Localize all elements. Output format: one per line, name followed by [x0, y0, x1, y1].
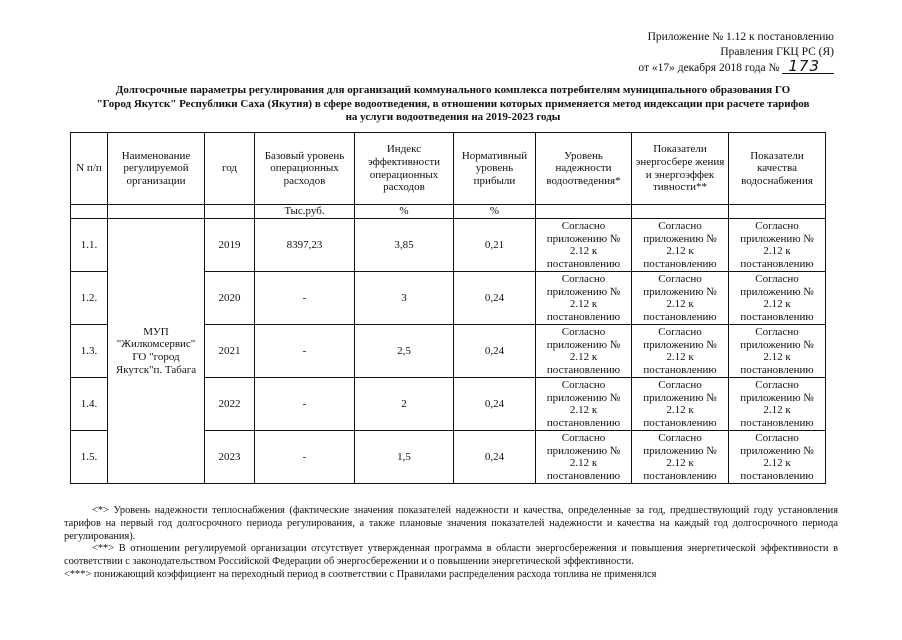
title-line-1: Долгосрочные параметры регулирования для организаций коммунального комплекса потребителям муниципального образования ГО	[115, 84, 791, 96]
appendix-line-3	[638, 59, 834, 76]
row-energy: Согласно приложению № 2.12 к постановлению	[632, 325, 729, 378]
units-empty	[71, 205, 108, 219]
row-profit: 0,24	[454, 325, 536, 378]
row-profit: 0,24	[454, 272, 536, 325]
header-org: Наименование регулируемой организации	[108, 133, 205, 205]
row-base: -	[255, 431, 355, 484]
units-empty	[632, 205, 729, 219]
header-reliability: Уровень надежности водоотведения*	[536, 133, 632, 205]
row-num: 1.4.	[71, 378, 108, 431]
row-index: 3,85	[355, 219, 454, 272]
resolution-number: 173	[782, 59, 834, 74]
header-index: Индекс эффективности операционных расходов	[355, 133, 454, 205]
row-base: -	[255, 325, 355, 378]
row-index: 2,5	[355, 325, 454, 378]
document-title	[70, 84, 836, 125]
footnote-energy: <**> В отношении регулируемой организации отсутствует утвержденная программа в области энергосбережения и повышения энергетической эффективности в соответствии с законодательством Российской Федерации об энергосбережении и о повышении энергетической эффективности.	[64, 543, 838, 568]
appendix-line-1: Приложение № 1.12 к постановлению	[647, 31, 834, 43]
footnote-coefficient: <***> понижающий коэффициент на переходный период в соответствии с Правилами распределения расхода топлива не применялся	[64, 568, 657, 580]
unit-profit: %	[454, 205, 536, 219]
row-energy: Согласно приложению № 2.12 к постановлению	[632, 378, 729, 431]
row-quality: Согласно приложению № 2.12 к постановлению	[729, 431, 826, 484]
row-profit: 0,21	[454, 219, 536, 272]
row-index: 1,5	[355, 431, 454, 484]
title-line-3: на услуги водоотведения на 2019-2023 годы	[345, 111, 561, 123]
row-energy: Согласно приложению № 2.12 к постановлению	[632, 272, 729, 325]
row-reliability: Согласно приложению № 2.12 к постановлению	[536, 431, 632, 484]
appendix-header	[638, 30, 834, 76]
units-empty	[205, 205, 255, 219]
row-profit: 0,24	[454, 431, 536, 484]
appendix-line-2: Правления ГКЦ РС (Я)	[720, 45, 834, 58]
unit-index: %	[355, 205, 454, 219]
row-base: -	[255, 378, 355, 431]
row-reliability: Согласно приложению № 2.12 к постановлению	[536, 219, 632, 272]
organization-name: МУП "Жилкомсервис" ГО "город Якутск"п. Табага	[108, 219, 205, 484]
table-row	[71, 219, 826, 272]
row-index: 2	[355, 378, 454, 431]
row-num: 1.3.	[71, 325, 108, 378]
units-empty	[536, 205, 632, 219]
row-reliability: Согласно приложению № 2.12 к постановлению	[536, 325, 632, 378]
row-energy: Согласно приложению № 2.12 к постановлению	[632, 219, 729, 272]
row-num: 1.5.	[71, 431, 108, 484]
row-base: 8397,23	[255, 219, 355, 272]
row-reliability: Согласно приложению № 2.12 к постановлению	[536, 272, 632, 325]
row-num: 1.1.	[71, 219, 108, 272]
units-empty	[729, 205, 826, 219]
header-num: N п/п	[71, 133, 108, 205]
row-reliability: Согласно приложению № 2.12 к постановлению	[536, 378, 632, 431]
header-energy: Показатели энергосбере жения и энергоэффек тивности**	[632, 133, 729, 205]
unit-base: Тыс.руб.	[255, 205, 355, 219]
row-year: 2023	[205, 431, 255, 484]
row-year: 2020	[205, 272, 255, 325]
row-year: 2021	[205, 325, 255, 378]
footnotes	[64, 505, 838, 582]
row-num: 1.2.	[71, 272, 108, 325]
header-year: год	[205, 133, 255, 205]
units-row	[71, 205, 826, 219]
units-empty	[108, 205, 205, 219]
row-index: 3	[355, 272, 454, 325]
row-quality: Согласно приложению № 2.12 к постановлению	[729, 325, 826, 378]
appendix-date: от «17» декабря 2018 года №	[638, 62, 780, 74]
header-quality: Показатели качества водоснабжения	[729, 133, 826, 205]
header-profit: Нормативный уровень прибыли	[454, 133, 536, 205]
title-line-2: "Город Якутск" Республики Саха (Якутия) в сфере водоотведения, в отношении которых применяется метод индексации при расчете тарифов	[96, 97, 810, 110]
header-base: Базовый уровень операционных расходов	[255, 133, 355, 205]
row-quality: Согласно приложению № 2.12 к постановлению	[729, 378, 826, 431]
row-quality: Согласно приложению № 2.12 к постановлению	[729, 272, 826, 325]
parameters-table	[70, 132, 826, 484]
row-quality: Согласно приложению № 2.12 к постановлению	[729, 219, 826, 272]
row-year: 2019	[205, 219, 255, 272]
row-base: -	[255, 272, 355, 325]
footnote-reliability: <*> Уровень надежности теплоснабжения (фактические значения показателей надежности и качества, определенные за год, предшествующий году установления тарифов на первый год долгосрочного периода регулирования, а также плановые значения показателей надежности и качества на каждый год долгосрочного периода регулирования).	[64, 505, 838, 542]
header-row	[71, 133, 826, 205]
row-energy: Согласно приложению № 2.12 к постановлению	[632, 431, 729, 484]
row-year: 2022	[205, 378, 255, 431]
row-profit: 0,24	[454, 378, 536, 431]
